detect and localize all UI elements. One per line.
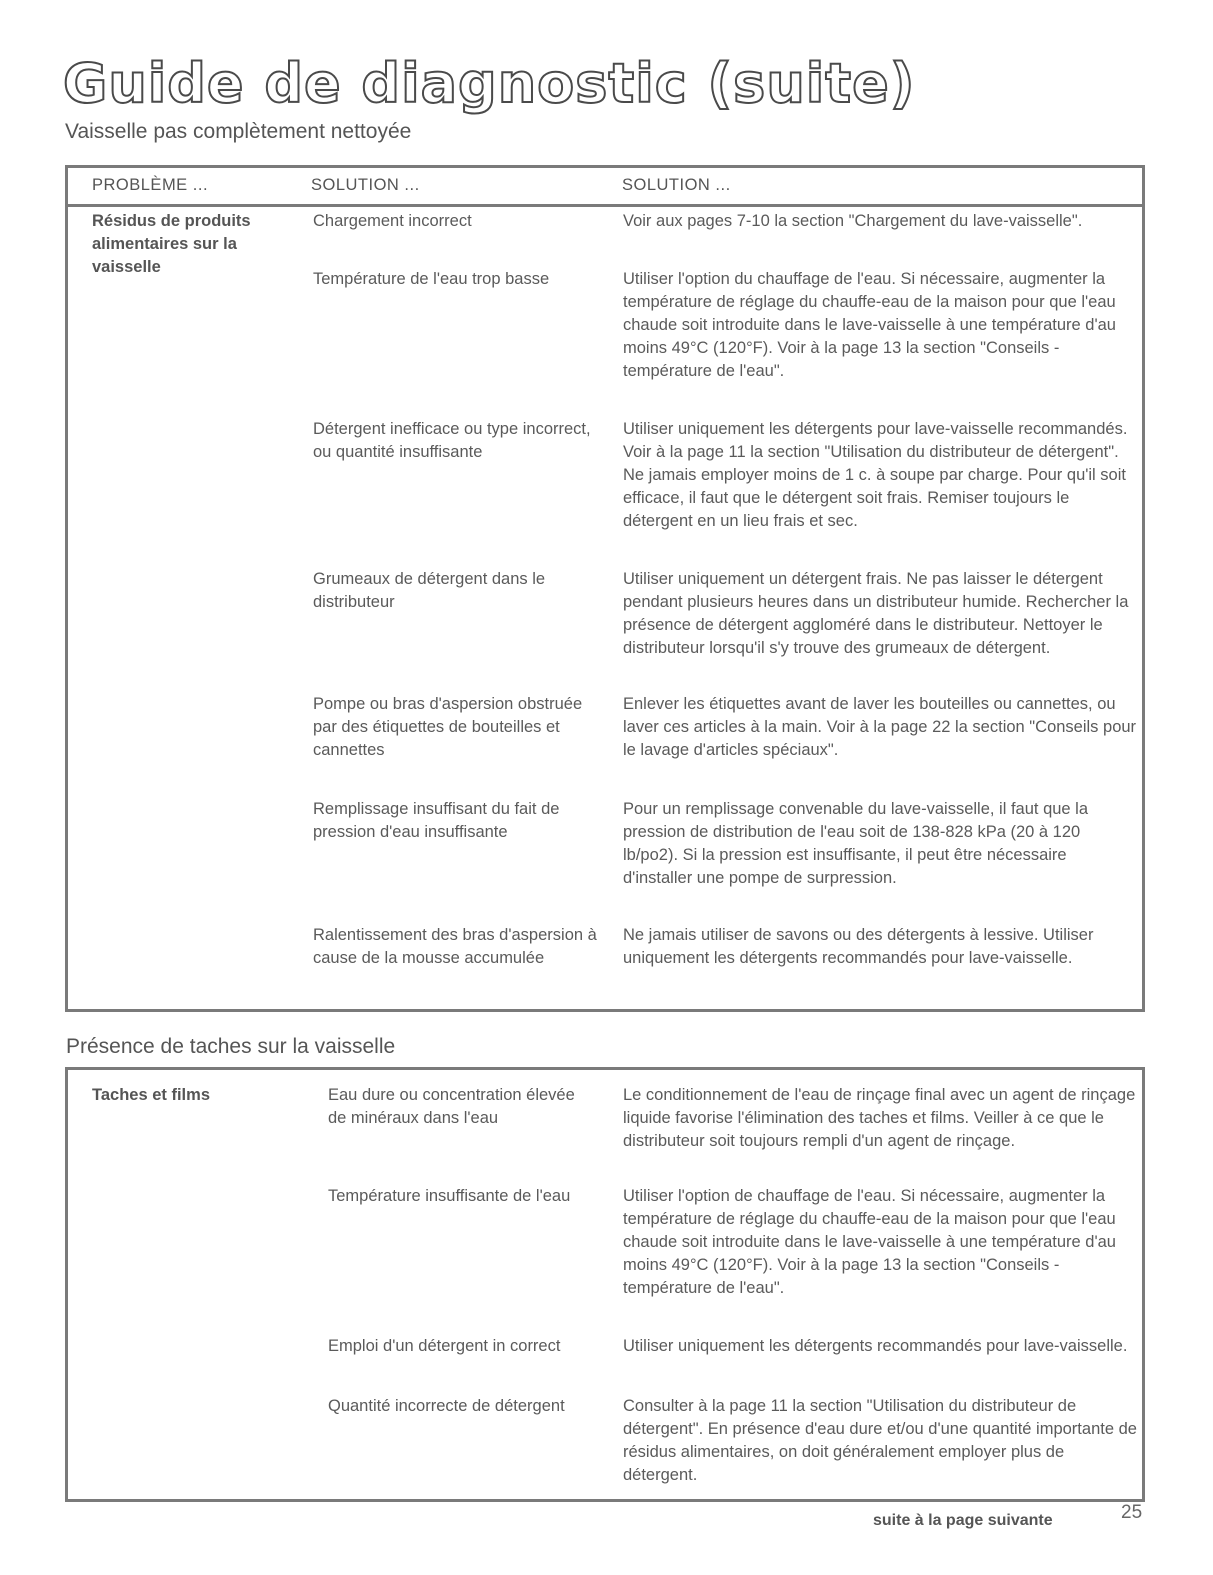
continued-note: suite à la page suivante [873, 1512, 1053, 1529]
cause-cell: Détergent inefficace ou type incorrect, ou quantité insuffisante [313, 420, 591, 461]
table-header-row [68, 168, 1142, 207]
troubleshooting-table-taches [65, 1067, 1145, 1502]
cause-cell: Pompe ou bras d'aspersion obstruée par des étiquettes de bouteilles et cannettes [313, 695, 583, 759]
cause-cell: Température insuffisante de l'eau [328, 1187, 571, 1205]
cause-cell: Température de l'eau trop basse [313, 270, 550, 288]
header-probleme: PROBLÈME ... [92, 176, 209, 194]
section-heading-vaisselle-pas-nettoyee: Vaisselle pas complètement nettoyée [65, 120, 412, 143]
solution-cell: Enlever les étiquettes avant de laver les bouteilles ou cannettes, ou laver ces articles à la main. Voir à la page 22 la section "Conseils pour le lavage d'articles spéciaux". [623, 695, 1137, 759]
cause-cell: Eau dure ou concentration élevée de minéraux dans l'eau [328, 1086, 575, 1127]
page-number: 25 [1121, 1502, 1143, 1523]
solution-cell: Voir aux pages 7-10 la section "Chargement du lave-vaisselle". [623, 212, 1083, 230]
cause-cell: Quantité incorrecte de détergent [328, 1397, 565, 1415]
solution-cell: Pour un remplissage convenable du lave-vaisselle, il faut que la pression de distribution de l'eau soit de 138-828 kPa (20 à 120 lb/po2). Si la pression est insuffisante, il peut être nécessaire d'installer une pompe de surpression. [623, 800, 1089, 887]
problem-label: Taches et films [92, 1086, 210, 1104]
solution-cell: Utiliser l'option du chauffage de l'eau. Si nécessaire, augmenter la température de réglage du chauffe-eau de la maison pour que l'eau chaude soit introduite dans le lave-vaisselle à une température d'au moins 49°C (120°F). Voir à la page 13 la section "Conseils - température de l'eau". [623, 270, 1116, 380]
header-solution-cause: SOLUTION ... [311, 176, 420, 194]
problem-label: Résidus de produits alimentaires sur la vaisselle [92, 212, 251, 276]
cause-cell: Grumeaux de détergent dans le distributeur [313, 570, 546, 611]
section-heading-taches: Présence de taches sur la vaisselle [66, 1035, 396, 1058]
troubleshooting-table-nettoyage [65, 165, 1145, 1012]
header-solution-action: SOLUTION ... [622, 176, 731, 194]
cause-cell: Emploi d'un détergent in correct [328, 1337, 561, 1355]
solution-cell: Ne jamais utiliser de savons ou des détergents à lessive. Utiliser uniquement les détergents recommandés pour lave-vaisselle. [623, 926, 1094, 967]
solution-cell: Consulter à la page 11 la section "Utilisation du distributeur de détergent". En présence d'eau dure et/ou d'une quantité importante de résidus alimentaires, on doit généralement employer plus de détergent. [623, 1397, 1137, 1484]
page-title: Guide de diagnostic (suite) [63, 52, 916, 115]
solution-cell: Utiliser l'option de chauffage de l'eau. Si nécessaire, augmenter la température de réglage du chauffe-eau de la maison pour que l'eau chaude soit introduite dans le lave-vaisselle à une température d'au moins 49°C (120°F). Voir à la page 13 la section "Conseils - température de l'eau". [623, 1187, 1116, 1297]
solution-cell: Utiliser uniquement les détergents pour lave-vaisselle recommandés. Voir à la page 11 la section "Utilisation du distributeur de détergent". Ne jamais employer moins de 1 c. à soupe par charge. Pour qu'il soit efficace, il faut que le détergent soit frais. Remiser toujours le détergent en un lieu frais et sec. [623, 420, 1128, 530]
cause-cell: Remplissage insuffisant du fait de pression d'eau insuffisante [313, 800, 560, 841]
cause-cell: Ralentissement des bras d'aspersion à cause de la mousse accumulée [313, 926, 597, 967]
solution-cell: Utiliser uniquement les détergents recommandés pour lave-vaisselle. [623, 1337, 1128, 1355]
solution-cell: Utiliser uniquement un détergent frais. Ne pas laisser le détergent pendant plusieurs heures dans un distributeur humide. Rechercher la présence de détergent aggloméré dans le distributeur. Nettoyer le distributeur lorsqu'il s'y trouve des grumeaux de détergent. [623, 570, 1129, 657]
cause-cell: Chargement incorrect [313, 212, 472, 230]
solution-cell: Le conditionnement de l'eau de rinçage final avec un agent de rinçage liquide favorise l'élimination des taches et films. Veiller à ce que le distributeur soit toujours rempli d'un agent de rinçage. [623, 1086, 1136, 1150]
